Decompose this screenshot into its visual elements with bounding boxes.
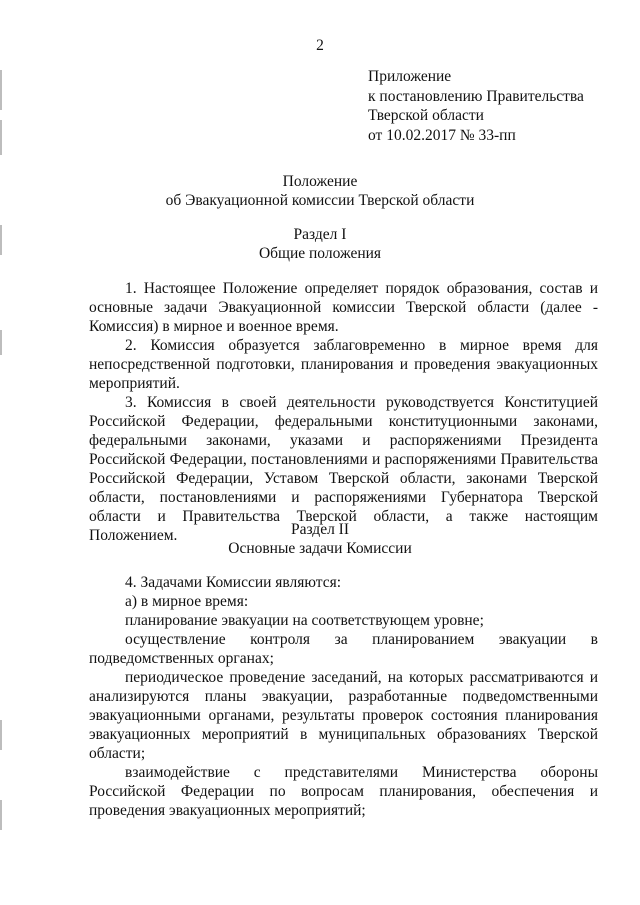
scan-edge-mark [0,70,2,110]
scan-edge-mark [0,120,2,155]
paragraph: 1. Настоящее Положение определяет порядок образования, состав и основные задачи Эвакуационной комиссии Тверской области (далее - Комиссия) в мирное и военное время. [89,280,598,335]
section-2-number: Раздел II [290,521,350,538]
annex-line: от 10.02.2017 № 33-пп [368,126,516,144]
document-title: Положение [282,173,358,190]
section-1-title: Общие положения [258,245,382,262]
scan-edge-mark [0,330,2,355]
paragraph: планирование эвакуации на соответствующем уровне; [125,612,484,629]
paragraph: 3. Комиссия в своей деятельности руководствуется Конституцией Российской Федерации, федеральными конституционными законами, федеральными законами, указами и распоряжениями Президента Российской Федерации, постановлениями и распоряжениями Правительства Российской Федерации, Уставом Тверской области, законами Тверской области, постановлениями и распоряжениями Губернатора Тверской области и Правительства Тверской области, а также настоящим Положением. [89,394,598,544]
section-1-body [89,279,598,545]
annex-block [368,67,584,145]
paragraph: 2. Комиссия образуется заблаговременно в мирное время для непосредственной подготовки, планирования и проведения эвакуационных мероприятий. [89,337,598,392]
section-1-number: Раздел I [293,226,347,243]
paragraph: взаимодействие с представителями Министерства обороны Российской Федерации по вопросам планирования, обеспечения и проведения эвакуационных мероприятий; [89,764,598,819]
page-number: 2 [316,37,324,54]
paragraph: осуществление контроля за планированием эвакуации в подведомственных органах; [89,631,598,667]
annex-line: Тверской области [368,107,484,124]
section-2-title: Основные задачи Комиссии [228,540,412,557]
paragraph: периодическое проведение заседаний, на которых рассматриваются и анализируются планы эвакуации, разработанные подведомственными эвакуационными органами, результаты проверок состояния планирования эвакуационных мероприятий в муниципальных образованиях Тверской области; [89,669,598,762]
scan-edge-mark [0,800,2,830]
document-subtitle: об Эвакуационной комиссии Тверской области [165,192,475,209]
annex-line: к постановлению Правительства [368,87,584,105]
annex-line: Приложение [368,68,452,85]
section-2-body [89,573,598,820]
scan-edge-mark [0,720,2,750]
paragraph: 4. Задачами Комиссии являются: [125,574,342,591]
paragraph: а) в мирное время: [125,593,249,610]
